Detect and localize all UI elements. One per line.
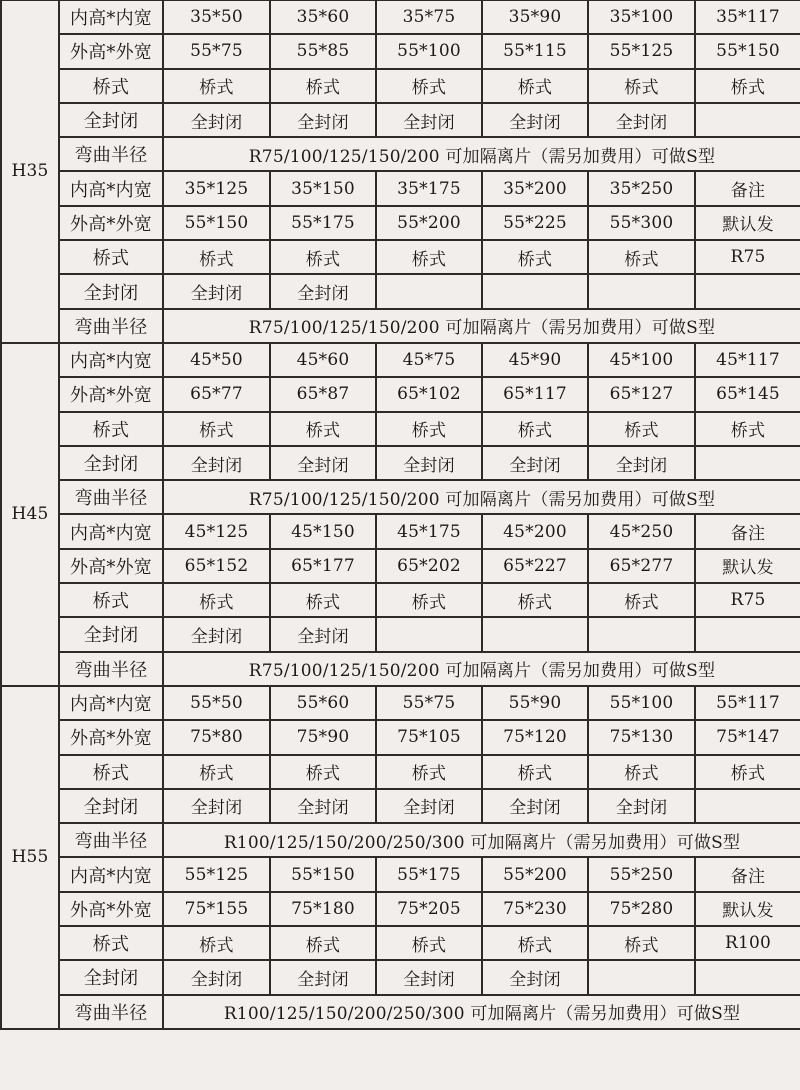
table-cell (482, 274, 588, 308)
table-row (1, 171, 800, 205)
table-cell: 全封闭 (482, 103, 588, 137)
table-row (1, 755, 800, 789)
table-cell: 35*125 (163, 171, 270, 205)
table-cell: 全封闭 (376, 960, 482, 994)
table-row (1, 960, 800, 994)
table-cell: 桥式 (482, 926, 588, 960)
table-cell: 全封闭 (163, 274, 270, 308)
table-cell: 65*202 (376, 549, 482, 583)
table-row (1, 274, 800, 308)
row-label: 外高*外宽 (59, 206, 163, 240)
table-row (1, 343, 800, 377)
table-cell: 55*100 (588, 686, 695, 720)
table-cell: 全封闭 (270, 103, 376, 137)
table-cell (695, 960, 800, 994)
table-cell: 桥式 (376, 69, 482, 103)
table-cell: 75*105 (376, 720, 482, 754)
table-cell: 55*150 (695, 34, 800, 68)
table-cell: 35*117 (695, 0, 800, 34)
table-cell: 75*147 (695, 720, 800, 754)
table-cell: 45*50 (163, 343, 270, 377)
table-cell: 75*130 (588, 720, 695, 754)
table-cell: 55*75 (163, 34, 270, 68)
row-label: 全封闭 (59, 960, 163, 994)
radius-label: 弯曲半径 (59, 652, 163, 686)
table-cell: 65*87 (270, 377, 376, 411)
table-cell: 65*277 (588, 549, 695, 583)
row-label: 外高*外宽 (59, 549, 163, 583)
table-cell: 全封闭 (588, 789, 695, 823)
table-cell: 45*117 (695, 343, 800, 377)
table-cell: 桥式 (270, 583, 376, 617)
table-row (1, 240, 800, 274)
table-cell (376, 617, 482, 651)
table-cell: 桥式 (163, 755, 270, 789)
table-cell: 75*155 (163, 892, 270, 926)
table-cell: 35*90 (482, 0, 588, 34)
table-cell: 备注 (695, 514, 800, 548)
table-cell (482, 617, 588, 651)
table-cell: 55*100 (376, 34, 482, 68)
table-cell: 75*205 (376, 892, 482, 926)
table-cell: 桥式 (376, 583, 482, 617)
table-cell: 桥式 (163, 583, 270, 617)
row-label: 内高*内宽 (59, 686, 163, 720)
table-cell: 全封闭 (376, 446, 482, 480)
table-cell: 桥式 (695, 412, 800, 446)
table-cell: 全封闭 (588, 446, 695, 480)
row-label: 内高*内宽 (59, 0, 163, 34)
table-cell: 45*175 (376, 514, 482, 548)
table-cell: 桥式 (376, 926, 482, 960)
table-cell: 35*75 (376, 0, 482, 34)
table-cell: 65*77 (163, 377, 270, 411)
table-row (1, 103, 800, 137)
table-cell: 35*60 (270, 0, 376, 34)
table-cell: 65*145 (695, 377, 800, 411)
row-label: 内高*内宽 (59, 171, 163, 205)
table-row (1, 892, 800, 926)
table-cell (695, 103, 800, 137)
table-cell: 全封闭 (482, 446, 588, 480)
table-cell: 65*127 (588, 377, 695, 411)
table-cell: 75*280 (588, 892, 695, 926)
table-cell: 65*227 (482, 549, 588, 583)
row-label: 内高*内宽 (59, 343, 163, 377)
radius-row (1, 823, 800, 857)
radius-label: 弯曲半径 (59, 480, 163, 514)
table-row (1, 583, 800, 617)
table-cell: 全封闭 (163, 446, 270, 480)
radius-note: R75/100/125/150/200 可加隔离片（需另加费用）可做S型 (163, 652, 800, 686)
table-cell: 桥式 (482, 240, 588, 274)
table-cell: 35*200 (482, 171, 588, 205)
group-label: H55 (1, 686, 59, 1029)
table-cell: 45*200 (482, 514, 588, 548)
row-label: 全封闭 (59, 446, 163, 480)
table-row (1, 514, 800, 548)
table-row (1, 789, 800, 823)
table-cell: 55*200 (482, 857, 588, 891)
table-cell: 桥式 (588, 755, 695, 789)
radius-row (1, 137, 800, 171)
table-cell: 全封闭 (163, 789, 270, 823)
table-cell: 65*117 (482, 377, 588, 411)
table-cell: 桥式 (163, 69, 270, 103)
table-cell: 桥式 (270, 412, 376, 446)
row-label: 桥式 (59, 755, 163, 789)
row-label: 外高*外宽 (59, 720, 163, 754)
table-cell: 桥式 (695, 69, 800, 103)
radius-row (1, 480, 800, 514)
table-cell: 全封闭 (270, 960, 376, 994)
table-cell: 全封闭 (482, 960, 588, 994)
table-cell: R100 (695, 926, 800, 960)
row-label: 全封闭 (59, 617, 163, 651)
table-cell: 默认发 (695, 892, 800, 926)
table-cell: 55*150 (270, 857, 376, 891)
table-cell: 桥式 (588, 412, 695, 446)
table-cell: 全封闭 (376, 103, 482, 137)
table-cell: 桥式 (376, 412, 482, 446)
row-label: 桥式 (59, 240, 163, 274)
table-cell: 桥式 (270, 926, 376, 960)
table-row (1, 377, 800, 411)
radius-row (1, 652, 800, 686)
table-cell: 全封闭 (482, 789, 588, 823)
table-cell: R75 (695, 583, 800, 617)
group-label: H35 (1, 0, 59, 343)
table-cell: 桥式 (376, 755, 482, 789)
row-label: 外高*外宽 (59, 34, 163, 68)
row-label: 内高*内宽 (59, 514, 163, 548)
radius-note: R100/125/150/200/250/300 可加隔离片（需另加费用）可做S型 (163, 823, 800, 857)
table-cell: 75*90 (270, 720, 376, 754)
table-row (1, 720, 800, 754)
table-cell: 全封闭 (270, 446, 376, 480)
table-row (1, 412, 800, 446)
table-cell: 桥式 (588, 69, 695, 103)
radius-label: 弯曲半径 (59, 137, 163, 171)
table-cell: 桥式 (695, 755, 800, 789)
table-cell: 35*50 (163, 0, 270, 34)
radius-row (1, 995, 800, 1029)
row-label: 桥式 (59, 583, 163, 617)
table-cell: 45*90 (482, 343, 588, 377)
table-cell: 45*250 (588, 514, 695, 548)
table-cell: 35*150 (270, 171, 376, 205)
row-label: 桥式 (59, 926, 163, 960)
table-cell: 桥式 (270, 755, 376, 789)
table-cell: 65*152 (163, 549, 270, 583)
table-cell: 桥式 (482, 755, 588, 789)
table-row (1, 617, 800, 651)
table-cell: 55*90 (482, 686, 588, 720)
table-cell: 全封闭 (376, 789, 482, 823)
table-cell: 桥式 (482, 412, 588, 446)
table-cell: 桥式 (482, 583, 588, 617)
table-cell: 75*180 (270, 892, 376, 926)
table-cell (376, 274, 482, 308)
table-cell: 45*100 (588, 343, 695, 377)
table-cell: 桥式 (588, 240, 695, 274)
radius-label: 弯曲半径 (59, 995, 163, 1029)
table-cell: 55*125 (163, 857, 270, 891)
radius-label: 弯曲半径 (59, 309, 163, 343)
table-cell: 55*225 (482, 206, 588, 240)
table-cell: 桥式 (376, 240, 482, 274)
table-cell: 全封闭 (163, 960, 270, 994)
table-cell: 桥式 (588, 926, 695, 960)
row-label: 桥式 (59, 69, 163, 103)
row-label: 桥式 (59, 412, 163, 446)
row-label: 外高*外宽 (59, 892, 163, 926)
table-cell: 桥式 (163, 926, 270, 960)
table-cell: 65*177 (270, 549, 376, 583)
table-cell: 桥式 (163, 240, 270, 274)
table-cell: 全封闭 (270, 617, 376, 651)
table-row (1, 686, 800, 720)
table-cell: 55*117 (695, 686, 800, 720)
table-cell: 全封闭 (163, 103, 270, 137)
group-label: H45 (1, 343, 59, 686)
radius-label: 弯曲半径 (59, 823, 163, 857)
table-cell: 45*60 (270, 343, 376, 377)
table-cell: 桥式 (482, 69, 588, 103)
row-label: 全封闭 (59, 274, 163, 308)
table-cell: 55*125 (588, 34, 695, 68)
table-cell (695, 617, 800, 651)
table-cell: 35*175 (376, 171, 482, 205)
table-row (1, 549, 800, 583)
table-cell: 默认发 (695, 549, 800, 583)
table-cell: 全封闭 (270, 274, 376, 308)
table-cell: 45*75 (376, 343, 482, 377)
table-cell: 35*250 (588, 171, 695, 205)
table-row (1, 446, 800, 480)
table-cell: 桥式 (588, 583, 695, 617)
table-cell: 35*100 (588, 0, 695, 34)
table-cell: 55*200 (376, 206, 482, 240)
table-cell: 55*175 (270, 206, 376, 240)
table-cell: 备注 (695, 171, 800, 205)
table-cell: 55*175 (376, 857, 482, 891)
radius-note: R75/100/125/150/200 可加隔离片（需另加费用）可做S型 (163, 480, 800, 514)
table-cell: 75*230 (482, 892, 588, 926)
table-row (1, 0, 800, 34)
radius-note: R75/100/125/150/200 可加隔离片（需另加费用）可做S型 (163, 309, 800, 343)
table-cell: 65*102 (376, 377, 482, 411)
row-label: 外高*外宽 (59, 377, 163, 411)
table-cell: 55*250 (588, 857, 695, 891)
table-cell (588, 274, 695, 308)
table-cell: 55*60 (270, 686, 376, 720)
table-cell: 全封闭 (163, 617, 270, 651)
radius-note: R100/125/150/200/250/300 可加隔离片（需另加费用）可做S型 (163, 995, 800, 1029)
table-cell (588, 617, 695, 651)
table-row (1, 69, 800, 103)
table-cell: 75*80 (163, 720, 270, 754)
table-cell (695, 274, 800, 308)
table-cell (695, 446, 800, 480)
table-row (1, 857, 800, 891)
table-cell: 全封闭 (270, 789, 376, 823)
table-row (1, 206, 800, 240)
table-cell: 桥式 (270, 240, 376, 274)
spec-table-body (1, 0, 800, 1029)
table-cell: 55*50 (163, 686, 270, 720)
row-label: 全封闭 (59, 103, 163, 137)
table-cell: R75 (695, 240, 800, 274)
radius-row (1, 309, 800, 343)
table-cell: 75*120 (482, 720, 588, 754)
row-label: 全封闭 (59, 789, 163, 823)
radius-note: R75/100/125/150/200 可加隔离片（需另加费用）可做S型 (163, 137, 800, 171)
table-cell (695, 789, 800, 823)
table-cell (588, 960, 695, 994)
table-cell: 备注 (695, 857, 800, 891)
table-cell: 45*125 (163, 514, 270, 548)
table-cell: 桥式 (163, 412, 270, 446)
table-cell: 55*150 (163, 206, 270, 240)
table-cell: 桥式 (270, 69, 376, 103)
row-label: 内高*内宽 (59, 857, 163, 891)
table-cell: 默认发 (695, 206, 800, 240)
table-cell: 55*300 (588, 206, 695, 240)
table-cell: 55*115 (482, 34, 588, 68)
table-cell: 45*150 (270, 514, 376, 548)
table-cell: 55*75 (376, 686, 482, 720)
table-row (1, 34, 800, 68)
table-cell: 全封闭 (588, 103, 695, 137)
table-row (1, 926, 800, 960)
table-cell: 55*85 (270, 34, 376, 68)
